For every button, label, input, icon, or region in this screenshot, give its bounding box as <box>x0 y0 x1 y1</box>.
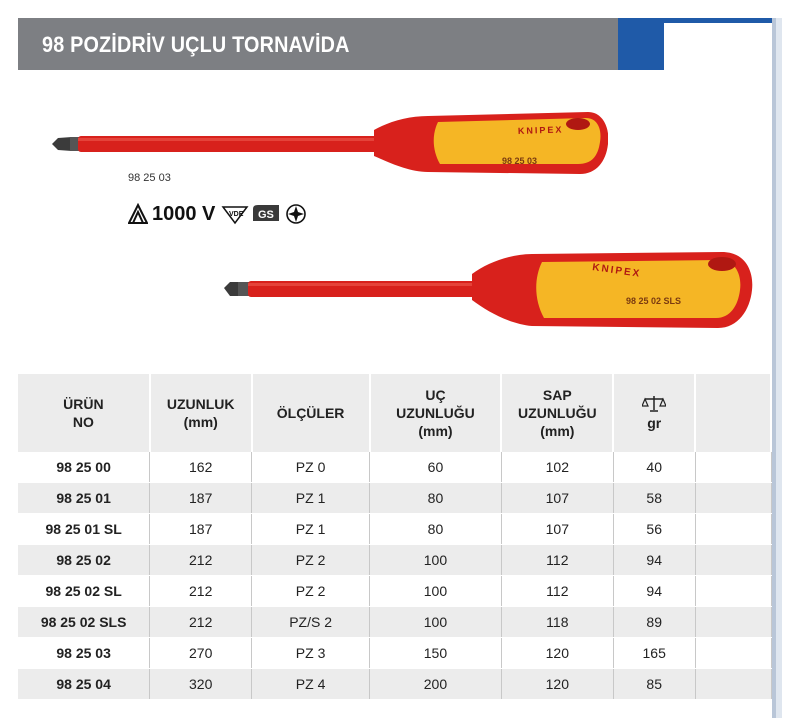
tool-code-caption: 98 25 03 <box>128 172 171 184</box>
empty-cell <box>695 576 771 607</box>
col-header-line: (mm) <box>540 423 575 439</box>
empty-cell <box>695 607 771 638</box>
length-cell: 187 <box>150 483 252 514</box>
table-row <box>18 576 771 607</box>
handle-length-cell: 118 <box>501 607 613 638</box>
handle-length-cell: 107 <box>501 483 613 514</box>
handle-length-cell: 102 <box>501 452 613 483</box>
handle-length-cell: 112 <box>501 576 613 607</box>
tip-length-cell: 80 <box>370 514 502 545</box>
weight-cell: 165 <box>613 638 695 669</box>
length-cell: 187 <box>150 514 252 545</box>
tip-length-cell: 100 <box>370 576 502 607</box>
tip-length-cell: 80 <box>370 483 502 514</box>
col-header-weight <box>613 374 695 452</box>
length-cell: 212 <box>150 576 252 607</box>
size-cell: PZ 0 <box>252 452 370 483</box>
product-no-cell: 98 25 00 <box>18 452 150 483</box>
col-header-line: UÇ <box>425 387 446 403</box>
table-row <box>18 452 771 483</box>
size-cell: PZ/S 2 <box>252 607 370 638</box>
empty-cell <box>695 669 771 700</box>
length-cell: 212 <box>150 545 252 576</box>
length-cell: 212 <box>150 607 252 638</box>
table-row <box>18 483 771 514</box>
size-cell: PZ 3 <box>252 638 370 669</box>
table-row <box>18 514 771 545</box>
col-header-handle-length <box>501 374 613 452</box>
col-header-line: SAP <box>542 387 572 403</box>
table-row <box>18 638 771 669</box>
product-no-cell: 98 25 04 <box>18 669 150 700</box>
title-accent-block <box>618 18 664 70</box>
product-table <box>18 374 772 700</box>
tip-length-cell: 150 <box>370 638 502 669</box>
col-header-line: (mm) <box>418 423 453 439</box>
empty-cell <box>695 452 771 483</box>
col-header-line: ÖLÇÜLER <box>276 405 345 421</box>
title-accent-rule <box>664 18 772 23</box>
brand-logo-text-1: KNIPEX <box>517 124 564 136</box>
weight-cell: 58 <box>613 483 695 514</box>
col-header-line: UZUNLUK <box>166 396 235 412</box>
col-header-line: (mm) <box>183 414 218 430</box>
col-header-empty <box>695 374 771 452</box>
insulation-triangle-icon <box>128 203 148 225</box>
size-cell: PZ 2 <box>252 545 370 576</box>
pozidriv-tip-icon <box>285 203 307 225</box>
product-no-cell: 98 25 01 SL <box>18 514 150 545</box>
weight-cell: 56 <box>613 514 695 545</box>
handle-code-2: 98 25 02 SLS <box>626 296 682 306</box>
empty-cell <box>695 638 771 669</box>
length-cell: 162 <box>150 452 252 483</box>
page-edge-shade-light <box>776 18 782 718</box>
col-header-tip-length <box>370 374 502 452</box>
svg-text:VDE: VDE <box>229 211 244 218</box>
empty-cell <box>695 514 771 545</box>
table-row <box>18 545 771 576</box>
weight-cell: 94 <box>613 576 695 607</box>
scale-icon <box>642 394 666 414</box>
handle-length-cell: 120 <box>501 669 613 700</box>
tip-length-cell: 100 <box>370 545 502 576</box>
tip-length-cell: 100 <box>370 607 502 638</box>
length-cell: 270 <box>150 638 252 669</box>
empty-cell <box>695 483 771 514</box>
table-row <box>18 669 771 700</box>
table-header-row <box>18 374 771 452</box>
size-cell: PZ 1 <box>252 514 370 545</box>
col-header-size <box>252 374 370 452</box>
table-row <box>18 607 771 638</box>
brand-logo-text-2: KNIPEX <box>591 262 642 280</box>
col-header-line: UZUNLUĞU <box>396 405 475 421</box>
vde-mark-icon <box>221 203 249 225</box>
product-no-cell: 98 25 02 SL <box>18 576 150 607</box>
size-cell: PZ 2 <box>252 576 370 607</box>
certification-row <box>128 200 307 228</box>
handle-length-cell: 112 <box>501 545 613 576</box>
voltage-rating: 1000 V <box>152 202 216 225</box>
screwdriver-image-1 <box>48 100 608 180</box>
col-header-product-no <box>18 374 150 452</box>
weight-cell: 85 <box>613 669 695 700</box>
weight-cell: 89 <box>613 607 695 638</box>
length-cell: 320 <box>150 669 252 700</box>
col-header-line: ÜRÜN <box>63 396 104 412</box>
size-cell: PZ 1 <box>252 483 370 514</box>
handle-length-cell: 120 <box>501 638 613 669</box>
screwdriver-image-2 <box>222 244 762 334</box>
product-no-cell: 98 25 01 <box>18 483 150 514</box>
page-title: 98 POZİDRİV UÇLU TORNAVİDA <box>42 32 350 57</box>
product-no-cell: 98 25 02 <box>18 545 150 576</box>
empty-cell <box>695 545 771 576</box>
tip-length-cell: 60 <box>370 452 502 483</box>
svg-text:GS: GS <box>258 209 275 221</box>
tip-length-cell: 200 <box>370 669 502 700</box>
col-header-length <box>150 374 252 452</box>
weight-cell: 40 <box>613 452 695 483</box>
col-header-line: UZUNLUĞU <box>518 405 597 421</box>
product-no-cell: 98 25 02 SLS <box>18 607 150 638</box>
weight-cell: 94 <box>613 545 695 576</box>
gs-mark-icon <box>251 203 281 225</box>
weight-unit-label: gr <box>647 415 662 431</box>
col-header-line: NO <box>72 414 94 430</box>
size-cell: PZ 4 <box>252 669 370 700</box>
handle-code-1: 98 25 03 <box>502 156 538 166</box>
handle-length-cell: 107 <box>501 514 613 545</box>
product-no-cell: 98 25 03 <box>18 638 150 669</box>
